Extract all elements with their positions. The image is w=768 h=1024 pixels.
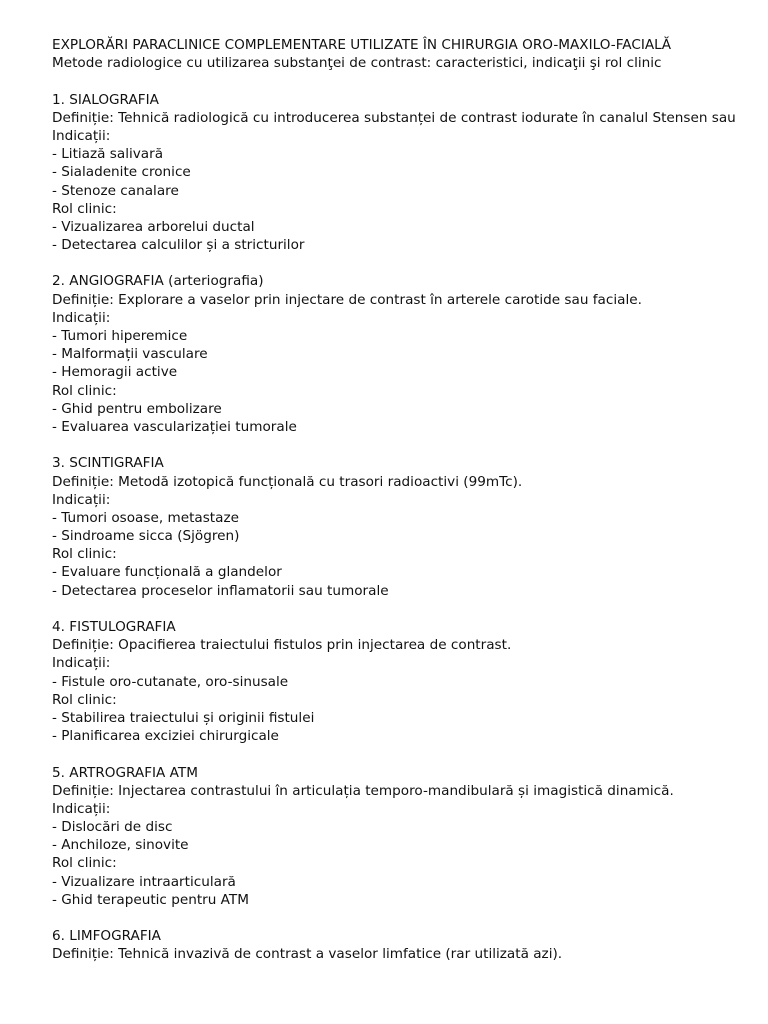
role-label: Rol clinic: (52, 546, 117, 563)
section-definition: Definiție: Tehnică invazivă de contrast a vaselor limfatice (rar utilizată azi). (52, 946, 563, 963)
section-definition: Definiție: Metodă izotopică funcțională cu trasori radioactivi (99mTc). (52, 473, 523, 490)
indication-item: - Hemoragii active (52, 364, 178, 381)
role-item: - Planificarea exciziei chirurgicale (52, 728, 279, 745)
section-definition: Definiție: Opacifierea traiectului fistulos prin injectarea de contrast. (52, 637, 512, 654)
indication-item: - Fistule oro-cutanate, oro-sinusale (52, 673, 289, 690)
section-heading: 1. SIALOGRAFIA (52, 91, 159, 108)
blank-line (52, 254, 768, 272)
indication-item: - Stenoze canalare (52, 182, 179, 199)
indications-label: Indicații: (52, 309, 111, 326)
role-item: - Vizualizarea arborelui ductal (52, 218, 255, 235)
section-4 (52, 618, 768, 764)
section-definition: Definiție: Tehnică radiologică cu introducerea substanței de contrast iodurate în canalul Stensen sau (52, 109, 736, 126)
role-item: - Ghid terapeutic pentru ATM (52, 891, 249, 908)
indication-item: - Tumori osoase, metastaze (52, 509, 239, 526)
indication-item: - Sindroame sicca (Sjögren) (52, 528, 240, 545)
section-2 (52, 272, 768, 454)
document-body (52, 36, 768, 964)
section-3 (52, 454, 768, 618)
role-label: Rol clinic: (52, 200, 117, 217)
section-1 (52, 91, 768, 273)
role-label: Rol clinic: (52, 855, 117, 872)
section-definition: Definiție: Explorare a vaselor prin injectare de contrast în arterele carotide sau faciale. (52, 291, 642, 308)
role-item: - Stabilirea traiectului și originii fistulei (52, 709, 315, 726)
sections-container (52, 91, 768, 964)
section-heading: 6. LIMFOGRAFIA (52, 928, 161, 945)
role-item: - Evaluare funcțională a glandelor (52, 564, 282, 581)
section-heading: 3. SCINTIGRAFIA (52, 455, 164, 472)
blank-line (52, 909, 768, 927)
indications-label: Indicații: (52, 655, 111, 672)
indications-label: Indicații: (52, 800, 111, 817)
indications-label: Indicații: (52, 491, 111, 508)
indication-item: - Tumori hiperemice (52, 328, 188, 344)
section-heading: 5. ARTROGRAFIA ATM (52, 764, 198, 781)
blank-line (52, 72, 768, 90)
blank-line (52, 436, 768, 454)
indication-item: - Anchiloze, sinovite (52, 837, 189, 854)
section-heading: 4. FISTULOGRAFIA (52, 619, 176, 635)
section-definition: Definiție: Injectarea contrastului în articulația temporo-mandibulară și imagistică dinamică. (52, 782, 674, 799)
indication-item: - Dislocări de disc (52, 819, 173, 836)
indication-item: - Sialadenite cronice (52, 164, 191, 181)
role-label: Rol clinic: (52, 382, 117, 399)
section-heading: 2. ANGIOGRAFIA (arteriografia) (52, 273, 264, 290)
blank-line (52, 600, 768, 618)
role-label: Rol clinic: (52, 691, 117, 708)
blank-line (52, 745, 768, 763)
indication-item: - Litiază salivară (52, 146, 164, 163)
document-title: EXPLORĂRI PARACLINICE COMPLEMENTARE UTILIZATE ÎN CHIRURGIA ORO-MAXILO-FACIALĂ (52, 37, 672, 53)
role-item: - Vizualizare intraarticulară (52, 873, 236, 890)
role-item: - Detectarea proceselor inflamatorii sau tumorale (52, 582, 389, 599)
indications-label: Indicații: (52, 127, 111, 144)
role-item: - Detectarea calculilor și a stricturilor (52, 237, 305, 254)
indication-item: - Malformații vasculare (52, 346, 208, 363)
document-subtitle: Metode radiologice cu utilizarea substanţei de contrast: caracteristici, indicaţii şi rol clinic (52, 55, 662, 72)
section-6 (52, 927, 768, 963)
section-5 (52, 764, 768, 928)
role-item: - Ghid pentru embolizare (52, 400, 222, 417)
role-item: - Evaluarea vascularizației tumorale (52, 418, 297, 435)
